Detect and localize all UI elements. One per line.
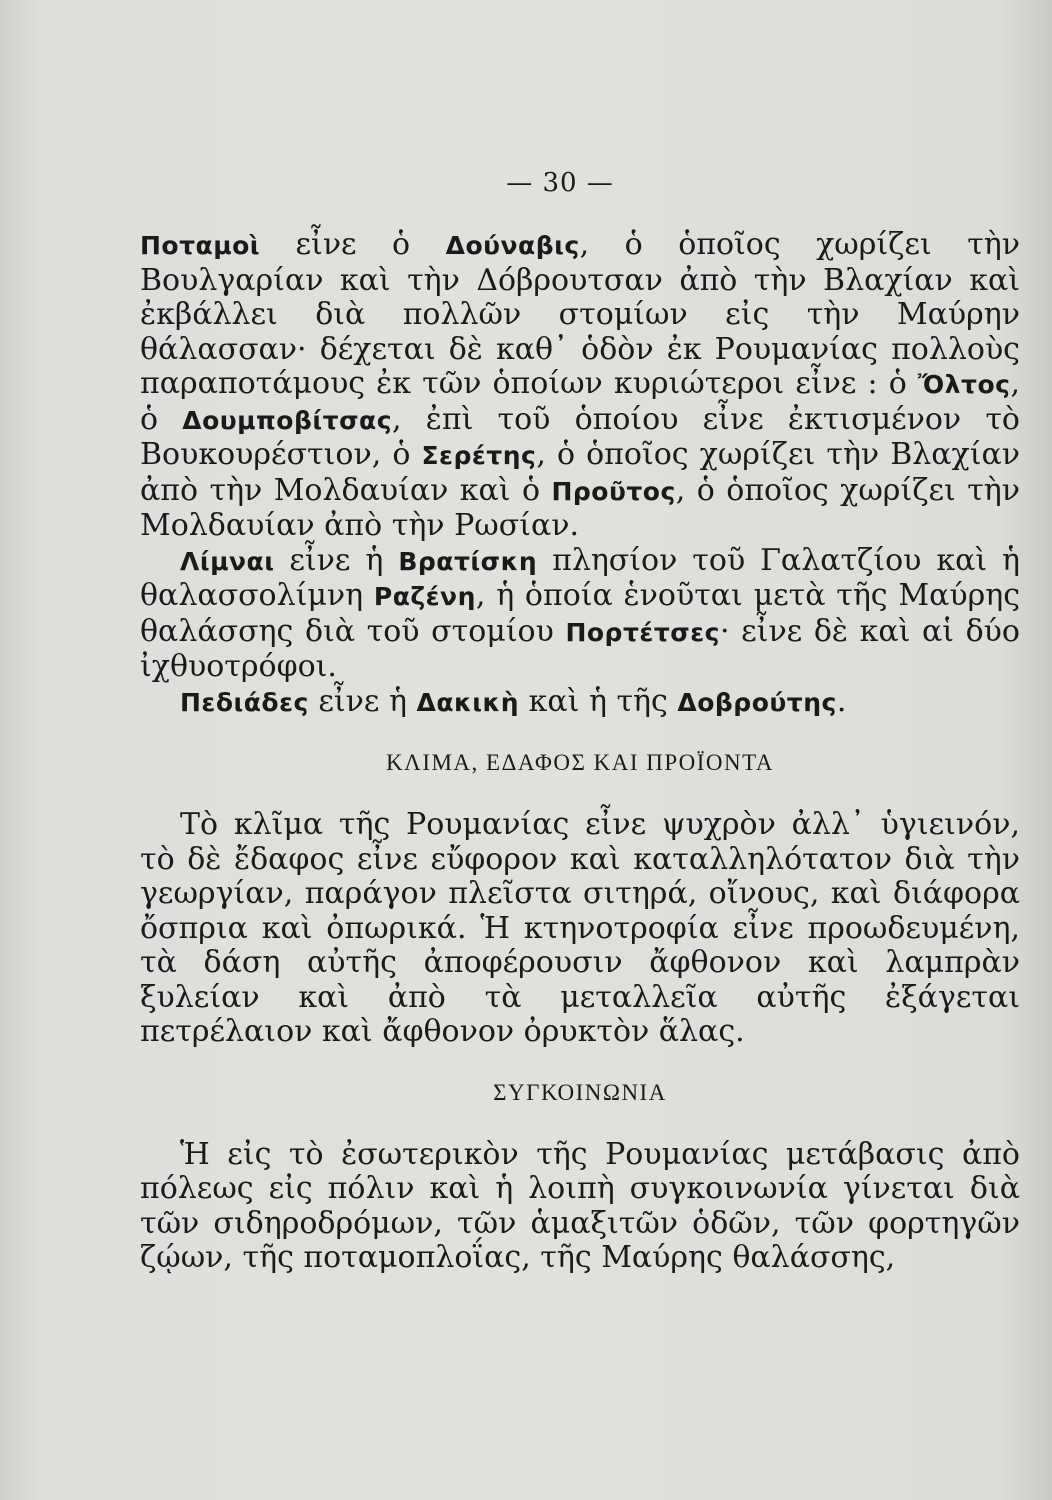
page-number: — 30 — xyxy=(506,168,614,198)
text: εἶνε ὁ xyxy=(260,227,446,262)
text: καὶ ἡ τῆς xyxy=(519,683,678,719)
text: . xyxy=(836,683,847,719)
text: , ἡ ὁποία ἑνοῦται μετὰ τῆς Μαύρης θαλάσσης διὰ τοῦ στομίου xyxy=(140,578,1021,649)
text: , ὁ ὁποῖος χωρίζει τὴν Βλαχίαν ἀπὸ τὴν Μολδαυίαν καὶ ὁ xyxy=(140,437,1020,508)
section-title-climate: ΚΛΙΜΑ, ΕΔΑΦΟΣ ΚΑΙ ΠΡΟΪΟΝΤΑ xyxy=(386,750,774,775)
text: , ὁ xyxy=(140,366,1020,437)
section-title-communication: ΣΥΓΚΟΙΝΩΝΙΑ xyxy=(493,1079,667,1105)
text: , ἐπὶ τοῦ ὁποίου εἶνε ἐκτισμένον τὸ Βουκουρέστιον, ὁ xyxy=(140,401,1020,472)
paragraph-rivers xyxy=(140,228,1020,544)
text: πλησίον τοῦ Γαλατζίου καὶ ἡ θαλασσολίμνη xyxy=(140,542,1020,613)
text: εἶνε ἡ xyxy=(274,542,399,578)
heading-lakes: Λίμναι xyxy=(180,546,275,576)
river-danube: Δούναβις xyxy=(445,231,580,260)
text: , ὁ ὁποῖος χωρίζει τὴν Βουλγαρίαν καὶ τὴν Δόβρουτσαν ἀπὸ τὴν Βλαχίαν καὶ ἐκβάλλει διὰ πολλῶν στομίων εἰς τὴν Μαύρην θάλασσαν· δέχεται δὲ καθ᾽ ὁδὸν ἐκ Ρουμανίας πολλοὺς παραποτάμους ἐκ τῶν ὁποίων κυριώτεροι εἶνε : ὁ xyxy=(140,227,1020,401)
heading-plains: Πεδιάδες xyxy=(180,687,309,717)
plain-dacian: Δακικὴ xyxy=(416,687,520,717)
text: εἶνε ἡ xyxy=(308,683,417,719)
page-content xyxy=(140,168,1020,1276)
paragraph-climate: Τὸ κλῖμα τῆς Ρουμανίας εἶνε ψυχρὸν ἀλλ᾽ ὑγιεινόν, τὸ δὲ ἔδαφος εἶνε εὔφορον καὶ καταλληλότατον διὰ τὴν γεωργίαν, παράγον πλεῖστα σιτηρά, οἴνους, καὶ διάφορα ὄσπρια καὶ ὀπωρικά. Ἡ κτηνοτροφία εἶνε προωδευμένη, τὰ δάση αὐτῆς ἀποφέρουσιν ἄφθονον καὶ λαμπρὰν ξυλείαν καὶ ἀπὸ τὰ μεταλλεῖα αὐτῆς ἐξάγεται πετρέλαιον καὶ ἄφθονον ὀρυκτὸν ἅλας. xyxy=(140,807,1020,1049)
plain-dobruja: Δοβρούτης xyxy=(677,687,837,717)
river-olt: Ὄλτος xyxy=(917,370,1011,399)
lake-razelm: Ραζένη xyxy=(373,582,476,611)
heading-rivers: Ποταμοὶ xyxy=(140,231,261,260)
paragraph-communication: Ἡ εἰς τὸ ἐσωτερικὸν τῆς Ρουμανίας μετάβασις ἀπὸ πόλεως εἰς πόλιν καὶ ἡ λοιπὴ συγκοινωνία γίνεται διὰ τῶν σιδηροδρόμων, τῶν ἁμαξιτῶν ὁδῶν, τῶν φορτηγῶν ζῴων, τῆς ποταμοπλοΐας, τῆς Μαύρης θαλάσσης, xyxy=(140,1136,1020,1275)
river-siret: Σερέτης xyxy=(421,441,537,470)
lake-bratisca: Βρατίσκη xyxy=(398,546,538,576)
paragraph-lakes xyxy=(140,544,1020,685)
text: · εἶνε δὲ καὶ αἱ δύο ἰχθυοτρόφοι. xyxy=(140,613,1020,684)
text: , ὁ ὁποῖος χωρίζει τὴν Μολδαυίαν ἀπὸ τὴν Ρωσίαν. xyxy=(140,472,1021,543)
river-prut: Προῦτος xyxy=(551,476,676,506)
paragraph-plains xyxy=(140,685,1020,721)
mouth-portita: Πορτέτσες xyxy=(565,617,720,647)
river-dambovita: Δουμποβίτσας xyxy=(182,405,393,435)
